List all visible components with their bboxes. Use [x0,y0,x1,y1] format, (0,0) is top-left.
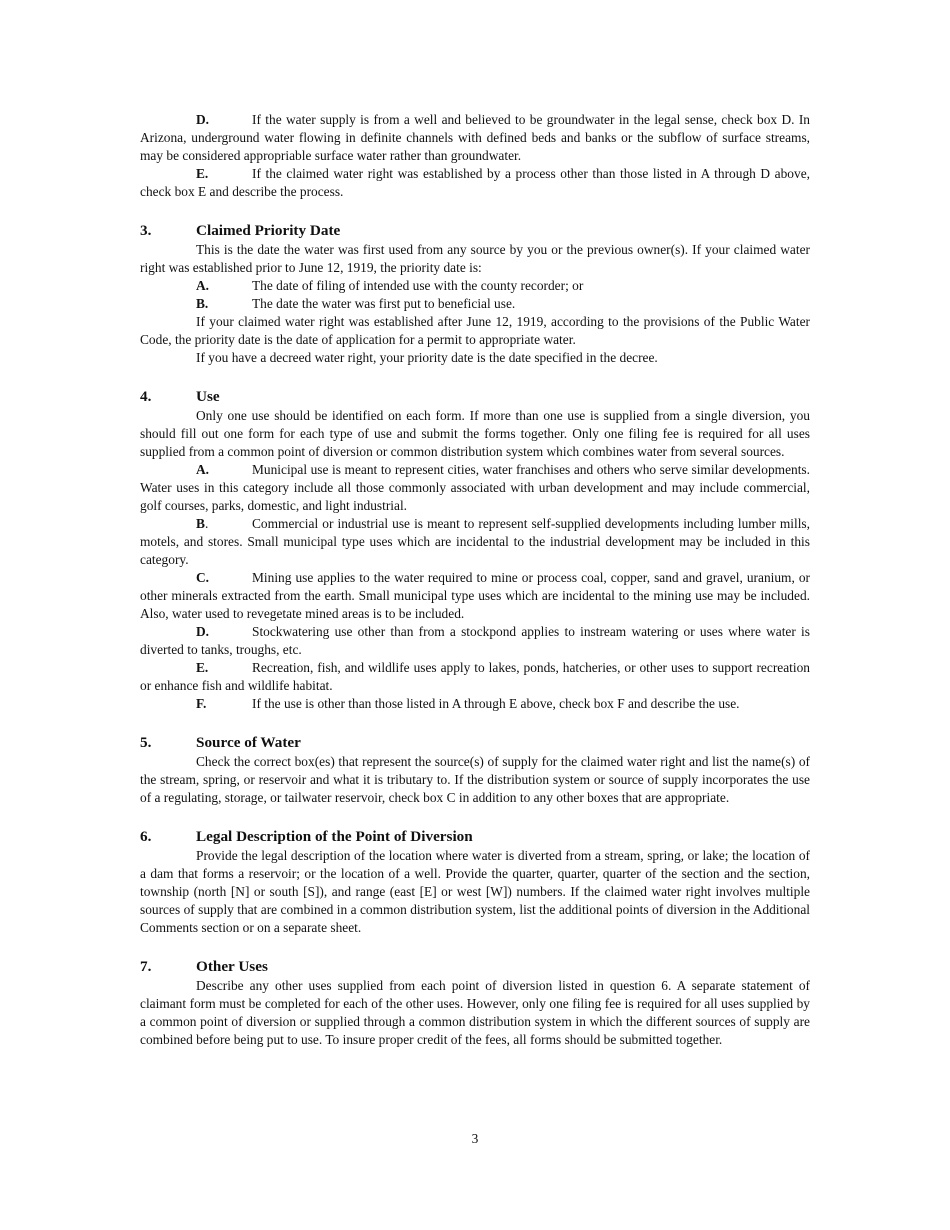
item-label: C. [196,570,210,585]
section-number: 3. [140,222,152,239]
item-text: Stockwatering use other than from a stockpond applies to instream watering or uses where water is diverted to tanks, troughs, etc. [140,624,810,657]
item-label: D. [196,624,210,639]
section-source-of-water [140,733,810,807]
section-use [140,387,810,713]
section-title: Legal Description of the Point of Diversion [196,828,473,845]
item-4e [140,659,810,695]
item-label: D. [196,112,210,127]
section-heading [140,387,810,407]
item-label [196,515,252,533]
item-label-dot: . [204,516,209,531]
section-heading [140,827,810,847]
paragraph: This is the date the water was first used from any source by you or the previous owner(s). If your claimed water right was established prior to June 12, 1919, the priority date is: [140,242,810,275]
section-title: Source of Water [196,734,301,751]
item-2e [140,165,810,201]
item-label: A. [196,462,210,477]
section-other-uses [140,957,810,1049]
item-2d [140,111,810,165]
item-4c [140,569,810,623]
page-number: 3 [471,1131,479,1146]
item-text: The date of filing of intended use with the county recorder; or [252,278,584,293]
section-heading [140,957,810,977]
item-label-letter: B [196,516,205,531]
paragraph: Describe any other uses supplied from each point of diversion listed in question 6. A separate statement of claimant form must be completed for each of the other uses. However, only one filing fee is required for all uses supplied by a common point of diversion or supplied through a common distribution system in which the different sources of supply are combined before being put to use. To insure proper credit of the fees, all forms should be submitted together. [140,978,810,1047]
section-title: Use [196,388,220,405]
item-4d [140,623,810,659]
section-number: 4. [140,388,152,405]
section-title: Other Uses [196,958,268,975]
item-3a [140,277,810,295]
item-label: E. [196,660,209,675]
document-body [140,111,810,1049]
item-text: Commercial or industrial use is meant to represent self-supplied developments including lumber mills, motels, and stores. Small municipal type uses which are incidental to the industrial development may be included in this category. [140,516,810,567]
item-3b [140,295,810,313]
item-text: Recreation, fish, and wildlife uses apply to lakes, ponds, hatcheries, or other uses to support recreation or enhance fish and wildlife habitat. [140,660,810,693]
item-4b [140,515,810,569]
paragraph: Only one use should be identified on each form. If more than one use is supplied from a single diversion, you should fill out one form for each type of use and submit the forms together. Only one filing fee is required for all uses supplied from a common point of diversion or common distribution system which combines water from several sources. [140,408,810,459]
section-number: 7. [140,958,152,975]
section-number: 6. [140,828,152,845]
item-label: E. [196,166,209,181]
paragraph: Check the correct box(es) that represent the source(s) of supply for the claimed water right and list the name(s) of the stream, spring, or reservoir and what it is tributary to. If the distribution system or source of supply incorporates the use of a regulating, storage, or tailwater reservoir, check box C in addition to any other boxes that are appropriate. [140,754,810,805]
section-heading [140,733,810,753]
item-label: B. [196,296,209,311]
item-label: A. [196,278,210,293]
item-4a [140,461,810,515]
paragraph: Provide the legal description of the location where water is diverted from a stream, spring, or lake; the location of a dam that forms a reservoir; or the location of a well. Provide the quarter, quarter, quarter of the section and the section, township (north [N] or south [S]), and range (east [E] or west [W]) numbers. If the claimed water right involves multiple sources of supply that are combined in a common distribution system, list the additional points of diversion in the Additional Comments section or on a separate sheet. [140,848,810,935]
section-number: 5. [140,734,152,751]
section-claimed-priority-date [140,221,810,367]
item-text: If the water supply is from a well and believed to be groundwater in the legal sense, check box D. In Arizona, underground water flowing in definite channels with defined beds and banks or the subflow of surface streams, may be considered appropriable surface water rather than groundwater. [140,112,810,163]
paragraph: If you have a decreed water right, your priority date is the date specified in the decree. [196,350,658,365]
item-label: F. [196,696,207,711]
section-legal-description [140,827,810,937]
item-text: Mining use applies to the water required to mine or process coal, copper, sand and gravel, uranium, or other minerals extracted from the earth. Small municipal type uses which are incidental to the mining use may be included. Also, water used to revegetate mined areas is to be included. [140,570,810,621]
section-heading [140,221,810,241]
item-text: Municipal use is meant to represent cities, water franchises and others who serve similar developments. Water uses in this category include all those commonly associated with urban development and may include commercial, golf courses, parks, domestic, and light industrial. [140,462,810,513]
item-text: If the use is other than those listed in A through E above, check box F and describe the use. [252,696,740,711]
section-title: Claimed Priority Date [196,222,341,239]
item-text: If the claimed water right was established by a process other than those listed in A through D above, check box E and describe the process. [140,166,810,199]
item-4f [140,695,810,713]
item-text: The date the water was first put to beneficial use. [252,296,516,311]
paragraph: If your claimed water right was established after June 12, 1919, according to the provisions of the Public Water Code, the priority date is the date of application for a permit to appropriate water. [140,314,810,347]
